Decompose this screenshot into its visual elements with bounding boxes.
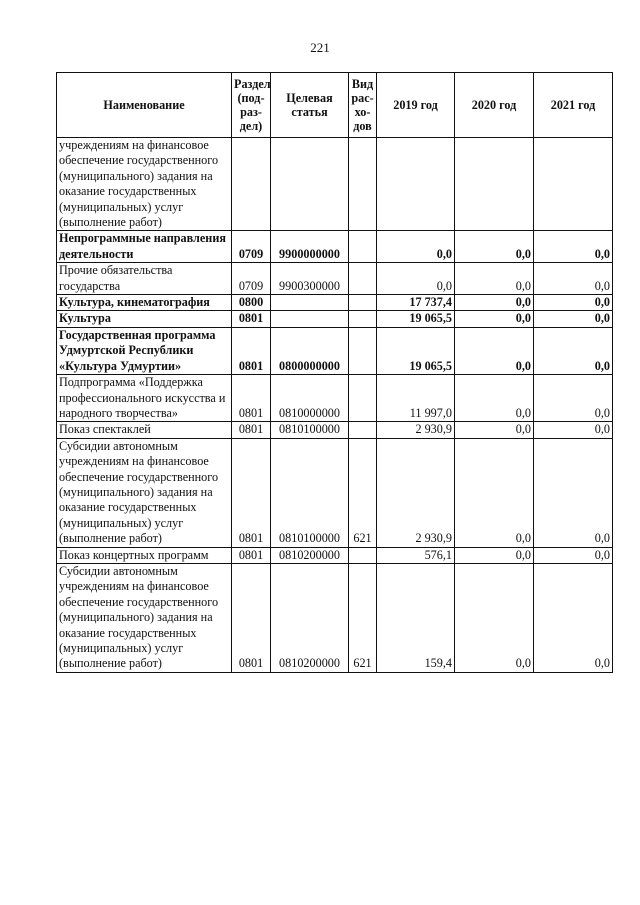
cell-name: Субсидии автономным учреждениям на финансовое обеспечение государственного (муниципального) задания на оказание государственных (муниципальных) услуг (выполнение работ) [57,438,232,547]
cell-section: 0800 [232,295,271,311]
cell-section: 0801 [232,563,271,672]
header-row [57,73,613,138]
cell-y2019: 19 065,5 [377,327,455,374]
cell-section: 0801 [232,375,271,422]
cell-name: Показ спектаклей [57,422,232,438]
cell-target: 0810200000 [271,547,349,563]
cell-y2019: 19 065,5 [377,311,455,327]
cell-section: 0709 [232,231,271,263]
cell-target [271,138,349,231]
header-2020: 2020 год [455,73,534,138]
header-section: Раздел (под-раз-дел) [232,73,271,138]
cell-y2021: 0,0 [534,311,613,327]
cell-expense [349,422,377,438]
cell-y2019: 0,0 [377,263,455,295]
cell-y2020: 0,0 [455,231,534,263]
cell-y2019: 159,4 [377,563,455,672]
table-row [57,375,613,422]
cell-target: 0810200000 [271,563,349,672]
header-2021: 2021 год [534,73,613,138]
cell-y2020: 0,0 [455,422,534,438]
cell-expense: 621 [349,438,377,547]
cell-expense [349,327,377,374]
cell-target [271,295,349,311]
cell-y2019: 2 930,9 [377,422,455,438]
cell-y2021 [534,138,613,231]
cell-name: Культура [57,311,232,327]
cell-section: 0709 [232,263,271,295]
cell-y2020: 0,0 [455,563,534,672]
cell-name: Государственная программа Удмуртской Республики «Культура Удмуртии» [57,327,232,374]
cell-target: 0810100000 [271,438,349,547]
page-number: 221 [310,40,330,55]
cell-y2020: 0,0 [455,295,534,311]
cell-section [232,138,271,231]
header-2019: 2019 год [377,73,455,138]
cell-y2021: 0,0 [534,327,613,374]
cell-y2021: 0,0 [534,438,613,547]
table-row [57,231,613,263]
cell-target [271,311,349,327]
cell-y2021: 0,0 [534,231,613,263]
cell-target: 9900000000 [271,231,349,263]
cell-expense [349,375,377,422]
table-row [57,547,613,563]
cell-target: 0810100000 [271,422,349,438]
cell-name: Прочие обязательства государства [57,263,232,295]
cell-expense [349,138,377,231]
table-row [57,263,613,295]
cell-expense [349,311,377,327]
budget-table [56,72,613,673]
table-row [57,138,613,231]
cell-y2020: 0,0 [455,375,534,422]
cell-name: Культура, кинематография [57,295,232,311]
cell-name: Подпрограмма «Поддержка профессионального искусства и народного творчества» [57,375,232,422]
cell-y2019: 576,1 [377,547,455,563]
cell-y2021: 0,0 [534,422,613,438]
cell-expense [349,231,377,263]
cell-y2020: 0,0 [455,547,534,563]
cell-name: Субсидии автономным учреждениям на финансовое обеспечение государственного (муниципального) задания на оказание государственных (муниципальных) услуг (выполнение работ) [57,563,232,672]
header-name: Наименование [57,73,232,138]
cell-y2021: 0,0 [534,375,613,422]
cell-y2020: 0,0 [455,263,534,295]
cell-y2020 [455,138,534,231]
header-expense: Вид рас-хо-дов [349,73,377,138]
header-target: Целевая статья [271,73,349,138]
cell-name: Показ концертных программ [57,547,232,563]
table-row [57,563,613,672]
cell-section: 0801 [232,422,271,438]
cell-y2019: 2 930,9 [377,438,455,547]
cell-y2021: 0,0 [534,295,613,311]
cell-y2020: 0,0 [455,311,534,327]
cell-y2020: 0,0 [455,327,534,374]
cell-section: 0801 [232,311,271,327]
table-row [57,327,613,374]
cell-section: 0801 [232,438,271,547]
cell-y2021: 0,0 [534,263,613,295]
table-row [57,422,613,438]
cell-section: 0801 [232,547,271,563]
cell-y2019: 17 737,4 [377,295,455,311]
cell-y2021: 0,0 [534,547,613,563]
cell-expense [349,547,377,563]
cell-y2019: 0,0 [377,231,455,263]
cell-name: учреждениям на финансовое обеспечение государственного (муниципального) задания на оказание государственных (муниципальных) услуг (выполнение работ) [57,138,232,231]
cell-expense [349,263,377,295]
cell-target: 9900300000 [271,263,349,295]
cell-name: Непрограммные направления деятельности [57,231,232,263]
cell-y2019 [377,138,455,231]
table-row [57,438,613,547]
table-row [57,295,613,311]
cell-expense: 621 [349,563,377,672]
cell-y2021: 0,0 [534,563,613,672]
cell-section: 0801 [232,327,271,374]
cell-y2019: 11 997,0 [377,375,455,422]
cell-target: 0800000000 [271,327,349,374]
cell-y2020: 0,0 [455,438,534,547]
cell-target: 0810000000 [271,375,349,422]
table-row [57,311,613,327]
cell-expense [349,295,377,311]
